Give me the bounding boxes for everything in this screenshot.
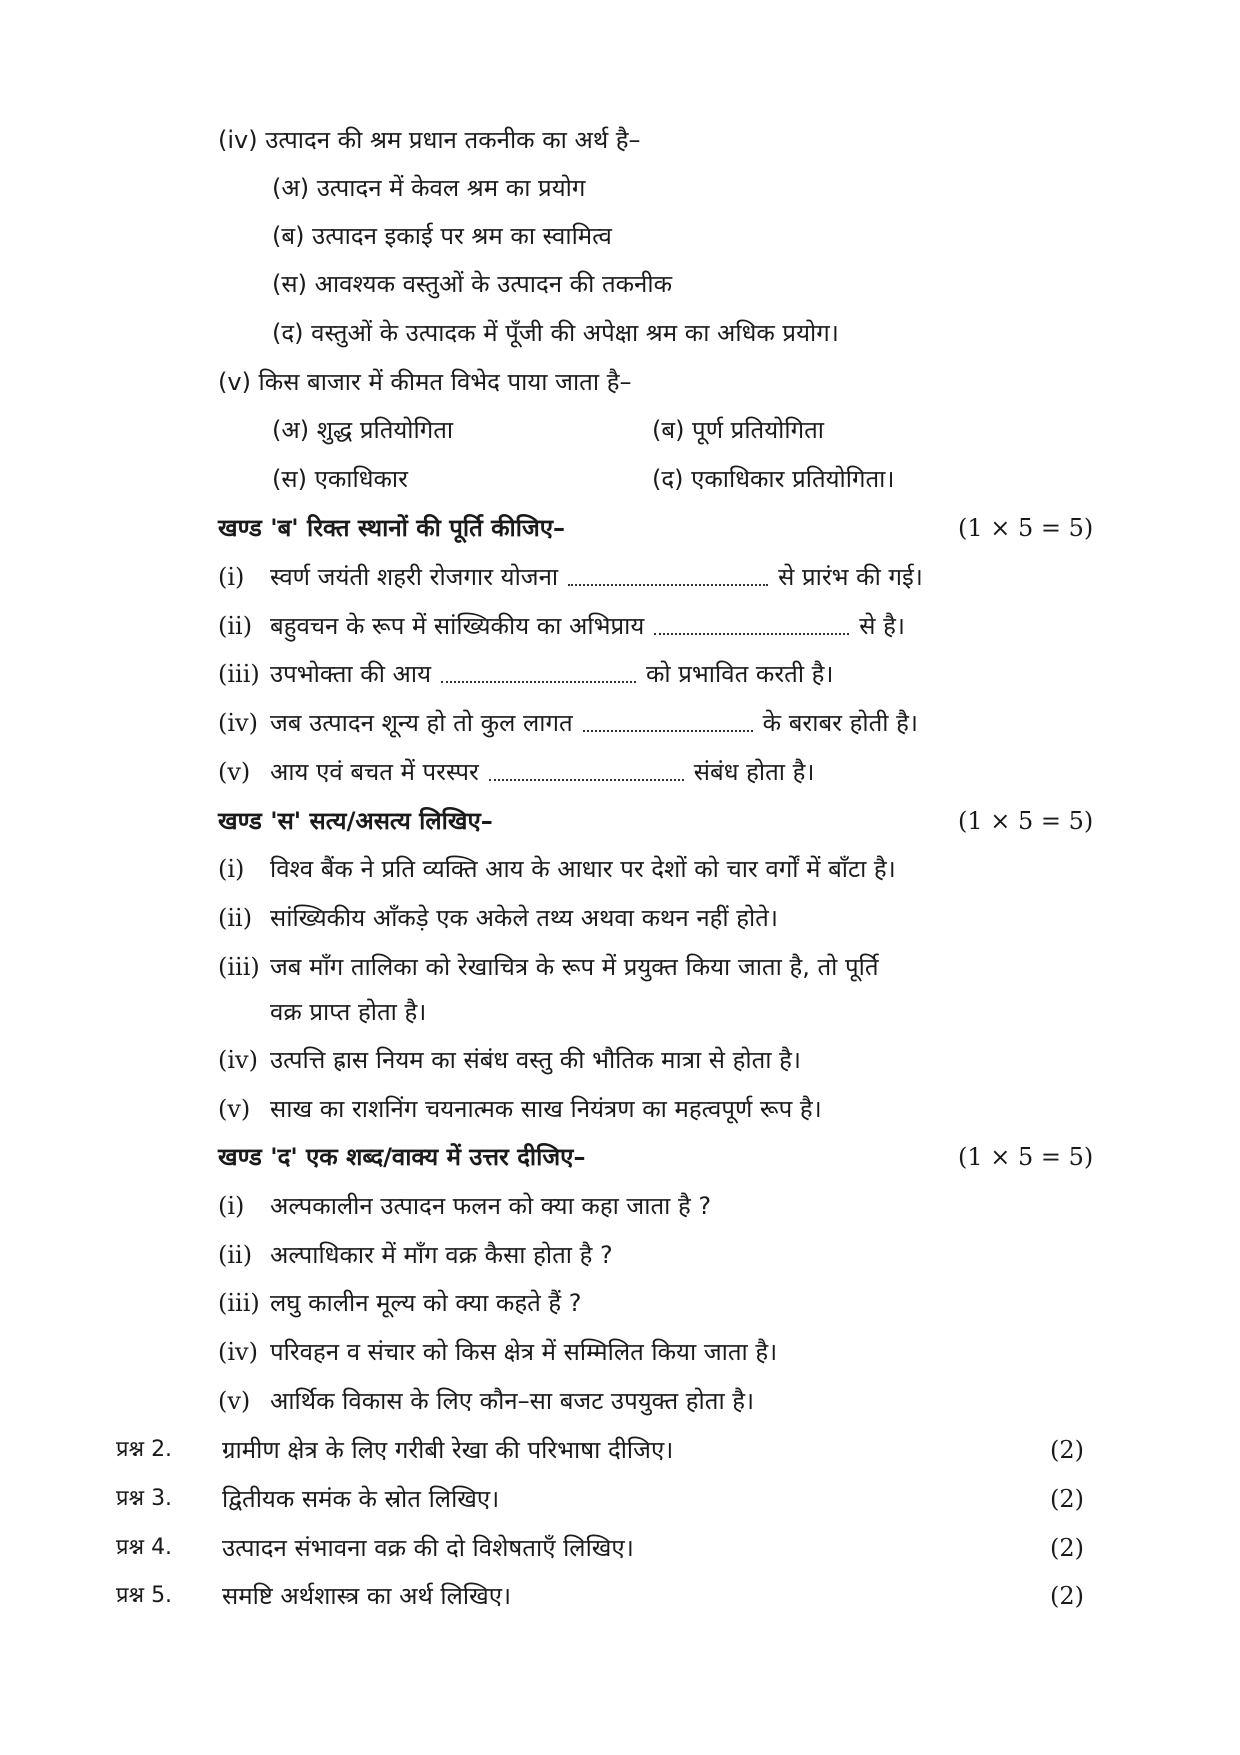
section-d-heading: खण्ड 'द' एक शब्द/वाक्य में उत्तर दीजिए– <box>218 1143 586 1171</box>
item-number: (v) <box>218 1387 251 1415</box>
question-3-text: द्वितीयक समंक के स्रोत लिखिए। <box>222 1485 500 1513</box>
one-word-item-3 <box>218 1287 582 1319</box>
true-false-item-4 <box>218 1044 801 1076</box>
fill-blank-item-1 <box>218 561 923 593</box>
item-number: (iv) <box>218 1046 258 1074</box>
fill-blank-item-4 <box>218 707 918 739</box>
item-number: (iii) <box>218 953 260 981</box>
true-false-item-3-continued: वक्र प्राप्त होता है। <box>270 998 427 1026</box>
one-word-item-2 <box>218 1239 613 1271</box>
blank-line <box>441 667 636 683</box>
item-text-before: जब उत्पादन शून्य हो तो कुल लागत <box>270 709 573 737</box>
question-2-number: प्रश्न 2. <box>116 1437 173 1462</box>
item-text-after: से है। <box>859 612 905 640</box>
item-number: (v) <box>218 758 251 786</box>
item-number: (ii) <box>218 1241 253 1269</box>
blank-line <box>654 619 849 635</box>
item-text-before: आय एवं बचत में परस्पर <box>270 758 479 786</box>
item-text: विश्व बैंक ने प्रति व्यक्ति आय के आधार पर देशों को चार वर्गों में बाँटा है। <box>270 855 896 883</box>
mcq-v-option-a: (अ) शुद्ध प्रतियोगिता <box>272 416 454 444</box>
true-false-item-3 <box>218 951 879 983</box>
mcq-v-option-b: (ब) पूर्ण प्रतियोगिता <box>652 416 824 444</box>
item-number: (v) <box>218 1095 251 1123</box>
blank-line <box>489 765 684 781</box>
blank-line <box>583 716 753 732</box>
section-b-heading: खण्ड 'ब' रिक्त स्थानों की पूर्ति कीजिए– <box>218 514 566 542</box>
mcq-v-option-d: (द) एकाधिकार प्रतियोगिता। <box>652 465 895 493</box>
fill-blank-item-5 <box>218 756 814 788</box>
question-2-text: ग्रामीण क्षेत्र के लिए गरीबी रेखा की परिभाषा दीजिए। <box>222 1436 674 1464</box>
mcq-v-option-c: (स) एकाधिकार <box>272 465 408 493</box>
item-text: सांख्यिकीय आँकड़े एक अकेले तथ्य अथवा कथन नहीं होते। <box>270 904 778 932</box>
item-text-before: बहुवचन के रूप में सांख्यिकीय का अभिप्राय <box>270 612 645 640</box>
item-text-before: स्वर्ण जयंती शहरी रोजगार योजना <box>270 563 559 591</box>
item-number: (ii) <box>218 612 253 640</box>
section-c-heading: खण्ड 'स' सत्य/असत्य लिखिए– <box>218 807 493 835</box>
one-word-item-4 <box>218 1336 777 1368</box>
item-text-after: संबंध होता है। <box>693 758 815 786</box>
item-text: लघु कालीन मूल्य को क्या कहते हैं ? <box>270 1289 582 1317</box>
mcq-iv-option-a: (अ) उत्पादन में केवल श्रम का प्रयोग <box>272 174 586 202</box>
item-number: (i) <box>218 563 245 591</box>
mcq-v-question: (v) किस बाजार में कीमत विभेद पाया जाता है– <box>218 368 632 396</box>
item-number: (i) <box>218 1192 245 1220</box>
mcq-iv-question: (iv) उत्पादन की श्रम प्रधान तकनीक का अर्थ है– <box>218 126 641 154</box>
one-word-item-1 <box>218 1190 711 1222</box>
item-number: (iii) <box>218 1289 260 1317</box>
item-text: परिवहन व संचार को किस क्षेत्र में सम्मिलित किया जाता है। <box>270 1338 778 1366</box>
question-4-marks: (2) <box>1050 1534 1084 1562</box>
mcq-iv-option-d: (द) वस्तुओं के उत्पादक में पूँजी की अपेक्षा श्रम का अधिक प्रयोग। <box>272 319 839 347</box>
section-c-marks: (1 × 5 = 5) <box>958 807 1094 835</box>
fill-blank-item-2 <box>218 610 905 642</box>
item-text-after: को प्रभावित करती है। <box>646 660 834 688</box>
blank-line <box>568 570 768 586</box>
item-number: (i) <box>218 855 245 883</box>
true-false-item-2 <box>218 902 778 934</box>
mcq-iv-option-c: (स) आवश्यक वस्तुओं के उत्पादन की तकनीक <box>272 270 673 298</box>
item-number: (iv) <box>218 1338 258 1366</box>
item-text: साख का राशनिंग चयनात्मक साख नियंत्रण का महत्वपूर्ण रूप है। <box>270 1095 822 1123</box>
true-false-item-5 <box>218 1093 822 1125</box>
one-word-item-5 <box>218 1385 754 1417</box>
question-3-marks: (2) <box>1050 1485 1084 1513</box>
question-4-number: प्रश्न 4. <box>116 1535 173 1560</box>
item-text: उत्पत्ति ह्रास नियम का संबंध वस्तु की भौतिक मात्रा से होता है। <box>270 1046 801 1074</box>
item-text-after: से प्रारंभ की गई। <box>778 563 923 591</box>
section-b-marks: (1 × 5 = 5) <box>958 514 1094 542</box>
question-2-marks: (2) <box>1050 1436 1084 1464</box>
question-5-number: प्रश्न 5. <box>116 1583 173 1608</box>
item-text-after: के बराबर होती है। <box>762 709 918 737</box>
item-text: आर्थिक विकास के लिए कौन–सा बजट उपयुक्त होता है। <box>270 1387 755 1415</box>
question-5-marks: (2) <box>1050 1582 1084 1610</box>
question-5-text: समष्टि अर्थशास्त्र का अर्थ लिखिए। <box>222 1582 512 1610</box>
item-text-before: उपभोक्ता की आय <box>270 660 431 688</box>
question-4-text: उत्पादन संभावना वक्र की दो विशेषताएँ लिखिए। <box>222 1534 634 1562</box>
item-text: अल्पकालीन उत्पादन फलन को क्या कहा जाता है ? <box>270 1192 712 1220</box>
item-text: जब माँग तालिका को रेखाचित्र के रूप में प्रयुक्त किया जाता है, तो पूर्ति <box>270 953 879 981</box>
section-d-marks: (1 × 5 = 5) <box>958 1143 1094 1171</box>
item-number: (iii) <box>218 660 260 688</box>
mcq-iv-option-b: (ब) उत्पादन इकाई पर श्रम का स्वामित्व <box>272 222 612 250</box>
item-text: अल्पाधिकार में माँग वक्र कैसा होता है ? <box>270 1241 613 1269</box>
fill-blank-item-3 <box>218 658 834 690</box>
item-number: (ii) <box>218 904 253 932</box>
item-number: (iv) <box>218 709 258 737</box>
true-false-item-1 <box>218 853 896 885</box>
question-3-number: प्रश्न 3. <box>116 1486 173 1511</box>
